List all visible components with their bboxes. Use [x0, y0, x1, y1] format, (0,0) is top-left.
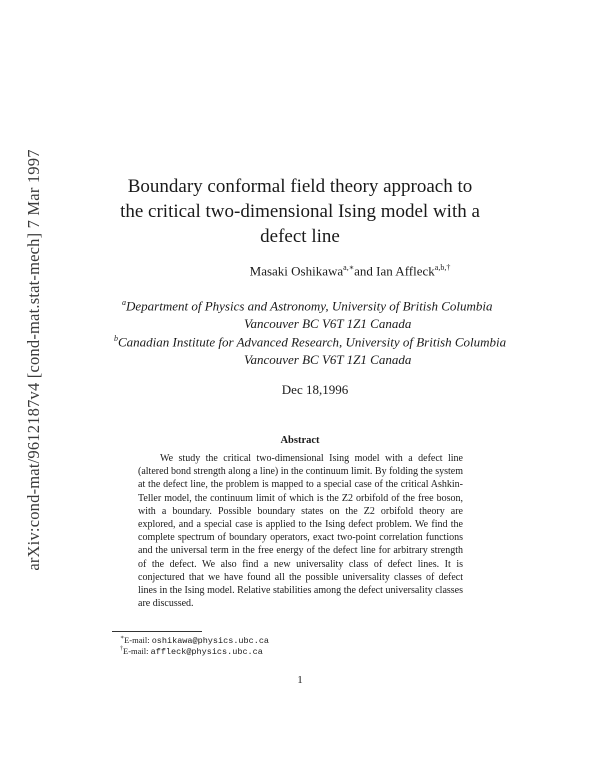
footnote-1-label: E-mail:: [124, 634, 150, 645]
title-line-2: the critical two-dimensional Ising model with a: [120, 201, 480, 222]
footnote-1-email[interactable]: oshikawa@physics.ubc.ca: [151, 635, 270, 646]
title-line-3: defect line: [260, 226, 340, 247]
footnote-2-mark: †: [120, 646, 123, 653]
paper-title: [100, 174, 500, 249]
title-line-1: Boundary conformal field theory approach to: [127, 176, 473, 197]
arxiv-identifier-stamp: arXiv:cond-mat/9612187v4 [cond-mat.stat-mech] 7 Mar 1997: [24, 149, 43, 571]
author-1-affiliation-marks: a,∗: [343, 263, 355, 272]
footnote-2: [120, 646, 263, 657]
footnote-1: [120, 634, 269, 646]
submission-date: Dec 18,1996: [281, 382, 349, 397]
abstract-heading: Abstract: [280, 435, 320, 446]
affiliation-a-marker: a: [122, 298, 126, 307]
author-2-affiliation-marks: a,b,†: [434, 263, 451, 272]
affiliation-b-line-1: $^b$Canadian Institute for Advanced Research, University of British Columbia: [114, 334, 507, 350]
abstract-body: We study the critical two-dimensional Ising model with a defect line (altered bond strength along a line) in the continuum limit. By folding the system at the defect line, the problem is mapped to a special case of the critical Ashkin-Teller model, the continuum limit of which is the Z2 orbifold of the free boson, with a boundary. Possible boundary states on the Z2 orbifold theory are explored, and a special case is applied to the Ising defect problem. We find the complete spectrum of boundary operators, exact two-point correlation functions and the universal term in the free energy of the defect line for arbitrary strength of the defect. We also find a new universality class of defect lines. It is conjectured that we have found all the possible universality classes of defect lines in the Ising model. Relative stabilities among the defect universality classes are discussed.: [138, 453, 463, 610]
affiliation-a-line-1: $^a$Department of Physics and Astronomy, University of British Columbia: [122, 298, 493, 314]
author-list: [200, 263, 500, 279]
author-connector: and Ian Affleck: [354, 263, 435, 279]
affiliation-b-line-2: Vancouver BC V6T 1Z1 Canada: [244, 352, 412, 367]
affiliation-b-marker: b: [114, 334, 118, 343]
footnote-1-mark: ∗: [120, 635, 125, 641]
page-number: 1: [297, 674, 303, 686]
footnote-divider: [112, 631, 202, 632]
affiliation-a-line-2: Vancouver BC V6T 1Z1 Canada: [244, 316, 412, 331]
footnote-2-email[interactable]: affleck@physics.ubc.ca: [150, 647, 263, 657]
author-1-name: Masaki Oshikawa: [249, 263, 344, 279]
footnote-2-label: E-mail:: [123, 646, 149, 656]
